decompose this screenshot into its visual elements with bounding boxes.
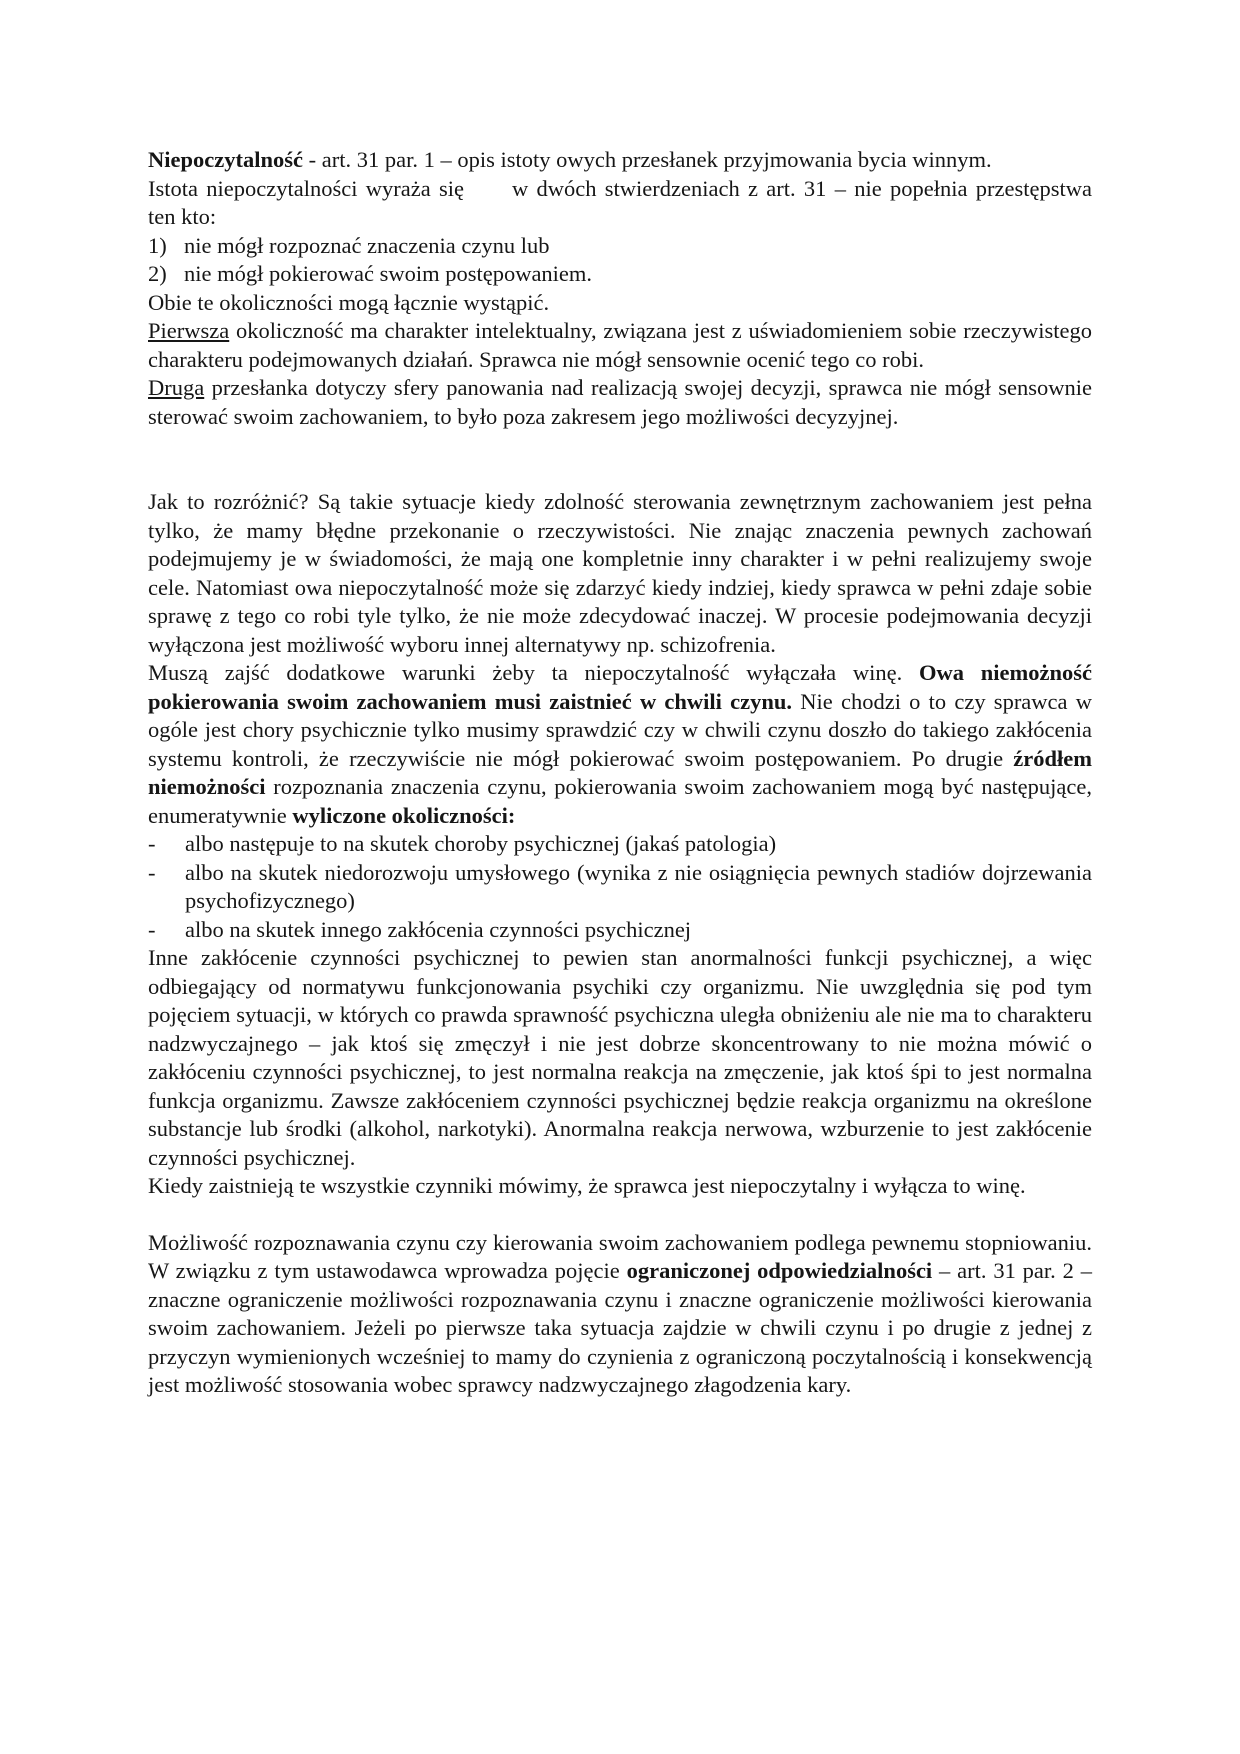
conditions-bold-f: wyliczone okoliczności: xyxy=(292,802,516,828)
intro-title-rest: - art. 31 par. 1 – opis istoty owych przesłanek przyjmowania bycia winnym. xyxy=(302,147,992,172)
first-paragraph xyxy=(148,317,1092,374)
first-label: Pierwsza xyxy=(148,318,230,343)
second-paragraph xyxy=(148,374,1092,431)
both-paragraph: Obie te okoliczności mogą łącznie wystąpić. xyxy=(148,289,550,315)
dash-bullet: - xyxy=(148,859,156,885)
list-text: albo następuje to na skutek choroby psychicznej (jakaś patologia) xyxy=(185,831,777,856)
list-item xyxy=(148,260,1092,289)
second-label: Druga xyxy=(148,375,205,400)
list-item xyxy=(148,232,1092,261)
conditions-list xyxy=(148,232,1092,289)
intro-essence-b: w dwóch stwierdzeniach z art. 31 – nie popełnia przestępstwa ten kto: xyxy=(148,175,1092,229)
spacer xyxy=(148,1201,1092,1229)
conditions-bold-b: Owa niemożność pokierowania swoim zachowaniem musi zaistnieć w chwili czynu. xyxy=(148,660,1092,714)
conditions-text-a: Muszą zajść dodatkowe warunki żeby ta niepoczytalność wyłączała winę. xyxy=(148,660,920,685)
list-item xyxy=(148,830,1092,859)
list-number: 2) xyxy=(148,261,167,286)
list-number: 1) xyxy=(148,232,167,258)
dash-bullet: - xyxy=(148,831,156,856)
list-text: nie mógł rozpoznać znaczenia czynu lub xyxy=(184,232,550,258)
list-text: albo na skutek niedorozwoju umysłowego (wynika z nie osiągnięcia pewnych stadiów dojrzewania psychofizycznego) xyxy=(185,859,1092,913)
document-page xyxy=(148,146,1092,1400)
limited-text-a: Możliwość rozpoznawania czynu czy kierowania swoim zachowaniem podlega pewnemu stopniowaniu. W związku z tym ustawodawca wprowadza pojęcie xyxy=(148,1229,1092,1283)
conditions-bold-d: źródłem niemożności xyxy=(148,745,1092,799)
list-text: nie mógł pokierować swoim postępowaniem. xyxy=(184,261,593,286)
spacer xyxy=(148,431,1092,488)
conditions-text-e: rozpoznania znaczenia czynu, pokierowania swoim zachowaniem mogą być następujące, enumeratywnie xyxy=(148,774,1092,828)
limited-text-c: – art. 31 par. 2 – znaczne ograniczenie możliwości rozpoznawania czynu i znaczne ograniczenie możliwości kierowania swoim zachowaniem. Jeżeli po pierwsze taka sytuacja zajdzie w chwili czynu i po drugie z jednej z przyczyn wymienionych wcześniej to mamy do czynienia z ograniczoną poczytalnością i konsekwencją jest możliwość stosowania wobec sprawcy nadzwyczajnego złagodzenia kary. xyxy=(148,1258,1092,1397)
first-text: okoliczność ma charakter intelektualny, związana jest z uświadomieniem sobie rzeczywistego charakteru podejmowanych działań. Sprawca nie mógł sensownie ocenić tego co robi. xyxy=(148,318,1092,372)
dash-bullet: - xyxy=(148,916,156,942)
list-item xyxy=(148,916,1092,945)
intro-title: Niepoczytalność xyxy=(148,147,303,172)
other-disturbance-paragraph: Inne zakłócenie czynności psychicznej to pewien stan anormalności funkcji psychicznej, a więc odbiegający od normatywu funkcjonowania psychiki czy organizmu. Nie uwzględnia się pod tym pojęciem sytuacji, w których co prawda sprawność psychiczna uległa obniżeniu ale nie ma to charakteru nadzwyczajnego – jak ktoś się zmęczył i nie jest dobrze skoncentrowany to nie można mówić o zakłóceniu czynności psychicznej, to jest normalna reakcja na zmęczenie, jak ktoś śpi to jest normalna funkcja organizmu. Zawsze zakłóceniem czynności psychicznej będzie reakcja organizmu na określone substancje lub środki (alkohol, narkotyki). Anormalna reakcja nerwowa, wzburzenie to jest zakłócenie czynności psychicznej. xyxy=(148,945,1092,1170)
list-item xyxy=(148,859,1092,916)
causes-list xyxy=(148,830,1092,944)
intro-essence xyxy=(148,175,1092,232)
conditions-paragraph xyxy=(148,659,1092,830)
conditions-text-c: Nie chodzi o to czy sprawca w ogóle jest chory psychicznie tylko musimy sprawdzić czy w chwili czynu doszło do takiego zakłócenia systemu kontroli, że rzeczywiście nie mógł pokierować swoim postępowaniem. Po drugie xyxy=(148,688,1092,771)
intro-essence-a: Istota niepoczytalności wyraża się xyxy=(148,175,464,201)
intro-paragraph xyxy=(148,146,1092,175)
limited-paragraph xyxy=(148,1229,1092,1400)
second-text: przesłanka dotyczy sfery panowania nad realizacją swojej decyzji, sprawca nie mógł sensownie sterować swoim zachowaniem, to było poza zakresem jego możliwości decyzyjnej. xyxy=(148,375,1092,429)
list-text: albo na skutek innego zakłócenia czynności psychicznej xyxy=(185,916,692,942)
limited-bold-b: ograniczonej odpowiedzialności xyxy=(626,1258,933,1283)
distinguish-paragraph: Jak to rozróżnić? Są takie sytuacje kiedy zdolność sterowania zewnętrznym zachowaniem jest pełna tylko, że mamy błędne przekonanie o rzeczywistości. Nie znając znaczenia pewnych zachowań podejmujemy je w świadomości, że mają one kompletnie inny charakter i w pełni realizujemy swoje cele. Natomiast owa niepoczytalność może się zdarzyć kiedy indziej, kiedy sprawca w pełni zdaje sobie sprawę z tego co robi tyle tylko, że nie może zdecydować inaczej. W procesie podejmowania decyzji wyłączona jest możliwość wyboru innej alternatywy np. schizofrenia. xyxy=(148,489,1092,657)
conclusion-paragraph: Kiedy zaistnieją te wszystkie czynniki mówimy, że sprawca jest niepoczytalny i wyłącza to winę. xyxy=(148,1173,1026,1198)
